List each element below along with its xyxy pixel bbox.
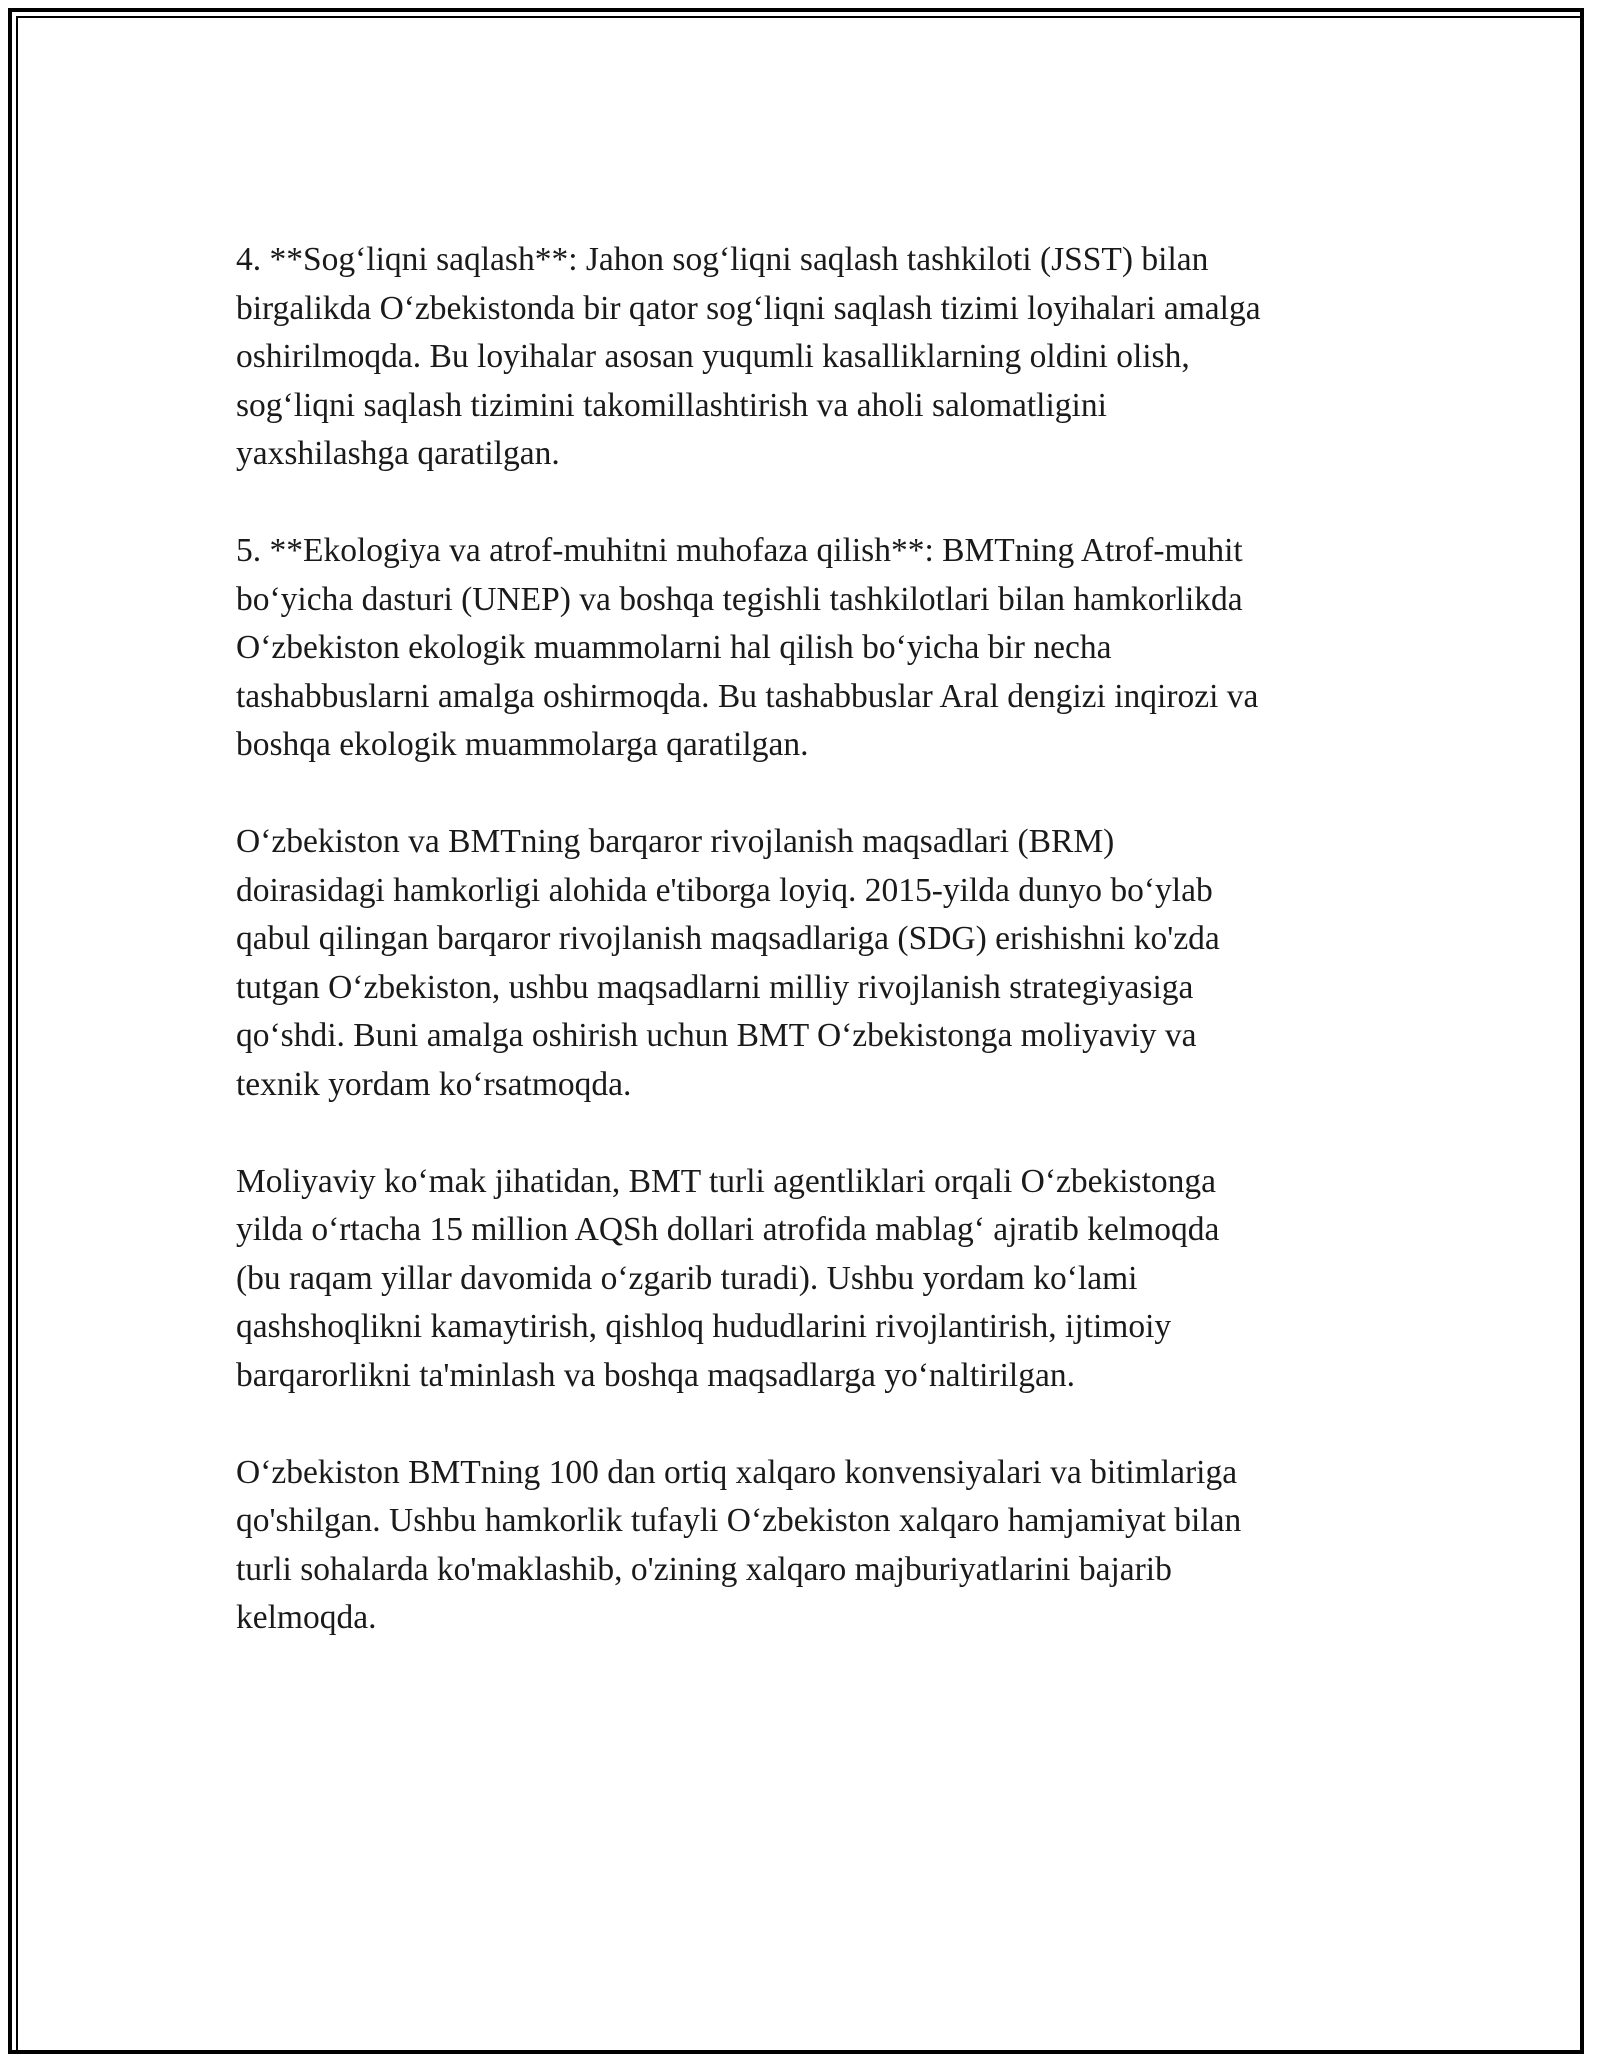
text-line: turli sohalarda ko'maklashib, o'zining xalqaro majburiyatlarini bajarib — [236, 1550, 1172, 1588]
text-line: (bu raqam yillar davomida o‘zgarib turadi). Ushbu yordam ko‘lami — [236, 1259, 1138, 1297]
text-line: qo'shilgan. Ushbu hamkorlik tufayli O‘zbekiston xalqaro hamjamiyat bilan — [236, 1502, 1242, 1539]
text-line: 4. **Sog‘liqni saqlash**: Jahon sog‘liqni saqlash tashkiloti (JSST) bilan — [236, 241, 1209, 278]
text-line: oshirilmoqda. Bu loyihalar asosan yuqumli kasalliklarning oldini olish, — [236, 338, 1190, 375]
paragraph-ecology — [236, 527, 1371, 770]
text-line: qabul qilingan barqaror rivojlanish maqsadlariga (SDG) erishishni ko'zda — [236, 920, 1220, 957]
paragraph-financial-support — [236, 1158, 1371, 1401]
text-line: texnik yordam ko‘rsatmoqda. — [236, 1065, 632, 1103]
text-line: yilda o‘rtacha 15 million AQSh dollari atrofida mablag‘ ajratib kelmoqda — [236, 1211, 1220, 1248]
paragraph-conventions — [236, 1449, 1371, 1643]
text-line: O‘zbekiston BMTning 100 dan ortiq xalqaro konvensiyalari va bitimlariga — [236, 1453, 1238, 1491]
text-line: sog‘liqni saqlash tizimini takomillashtirish va aholi salomatligini — [236, 386, 1107, 424]
text-line: qo‘shdi. Buni amalga oshirish uchun BMT O‘zbekistonga moliyaviy va — [236, 1017, 1197, 1054]
text-line: bo‘yicha dasturi (UNEP) va boshqa tegishli tashkilotlari bilan hamkorlikda — [236, 580, 1243, 618]
paragraph-health — [236, 236, 1371, 479]
paragraph-sdg-cooperation — [236, 818, 1371, 1109]
document-body — [236, 236, 1371, 1691]
text-line: 5. **Ekologiya va atrof-muhitni muhofaza qilish**: BMTning Atrof-muhit — [236, 532, 1243, 569]
text-line: boshqa ekologik muammolarga qaratilgan. — [236, 726, 809, 763]
text-line: doirasidagi hamkorligi alohida e'tiborga loyiq. 2015-yilda dunyo bo‘ylab — [236, 871, 1213, 909]
text-line: kelmoqda. — [236, 1599, 377, 1636]
text-line: barqarorlikni ta'minlash va boshqa maqsadlarga yo‘naltirilgan. — [236, 1356, 1075, 1394]
text-line: O‘zbekiston va BMTning barqaror rivojlanish maqsadlari (BRM) — [236, 823, 1115, 860]
text-line: qashshoqlikni kamaytirish, qishloq hududlarini rivojlantirish, ijtimoiy — [236, 1308, 1172, 1345]
text-line: birgalikda O‘zbekistonda bir qator sog‘liqni saqlash tizimi loyihalari amalga — [236, 289, 1261, 327]
text-line: O‘zbekiston ekologik muammolarni hal qilish bo‘yicha bir necha — [236, 629, 1112, 666]
text-line: yaxshilashga qaratilgan. — [236, 435, 560, 472]
text-line: Moliyaviy ko‘mak jihatidan, BMT turli agentliklari orqali O‘zbekistonga — [236, 1162, 1216, 1200]
text-line: tashabbuslarni amalga oshirmoqda. Bu tashabbuslar Aral dengizi inqirozi va — [236, 677, 1259, 715]
text-line: tutgan O‘zbekiston, ushbu maqsadlarni milliy rivojlanish strategiyasiga — [236, 968, 1194, 1006]
